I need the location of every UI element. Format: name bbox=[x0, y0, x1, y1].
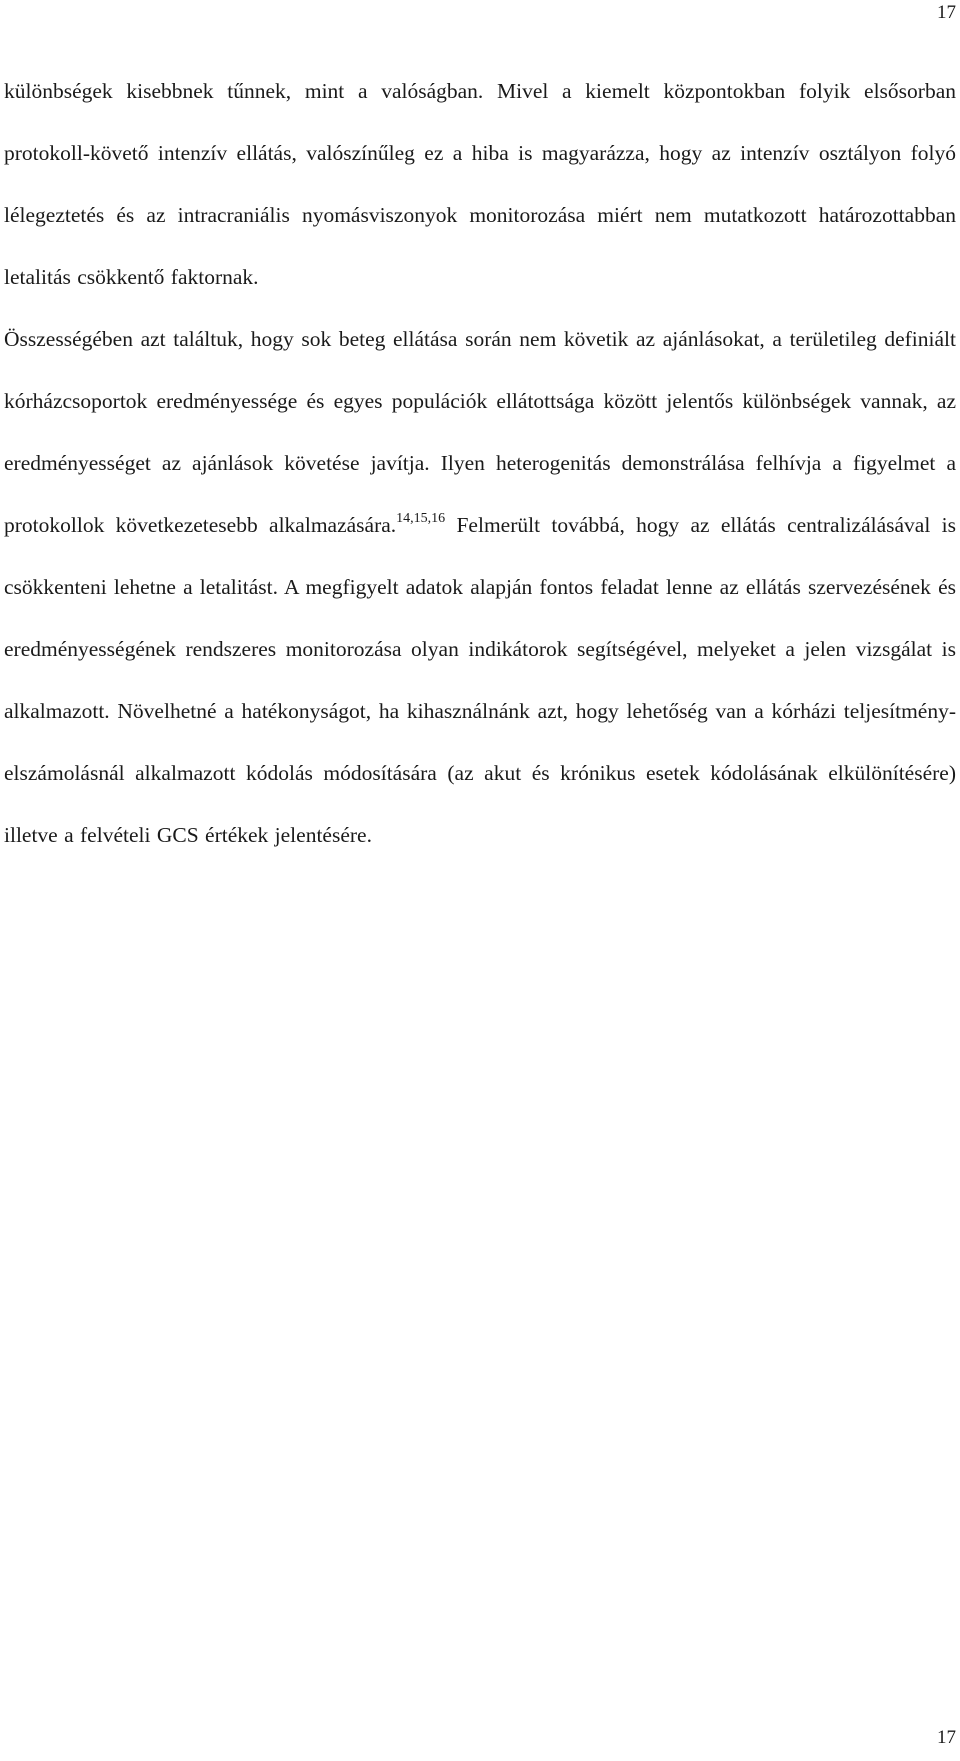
paragraph-2 bbox=[4, 308, 956, 866]
body-text bbox=[4, 60, 956, 866]
citation-superscript: 14,15,16 bbox=[396, 511, 446, 526]
paragraph-2-text-after-citation: Felmerült továbbá, hogy az ellátás centralizálásával is csökkenteni lehetne a letalitást. A megfigyelt adatok alapján fontos feladat lenne az ellátás szervezésének és eredményességének rendszeres monitorozása olyan indikátorok segítségével, melyeket a jelen vizsgálat is alkalmazott. Növelhetné a hatékonyságot, ha kihasználnánk azt, hogy lehetőség van a kórházi teljesítmény-elszámolásnál alkalmazott kódolás módosítására (az akut és krónikus esetek kódolásának elkülönítésére) illetve a felvételi GCS értékek jelentésére. bbox=[4, 513, 956, 847]
page-number-top: 17 bbox=[937, 2, 956, 23]
page-number-bottom: 17 bbox=[937, 1727, 956, 1748]
paragraph-1: különbségek kisebbnek tűnnek, mint a valóságban. Mivel a kiemelt központokban folyik elsősorban protokoll-követő intenzív ellátás, valószínűleg ez a hiba is magyarázza, hogy az intenzív osztályon folyó lélegeztetés és az intracraniális nyomásviszonyok monitorozása miért nem mutatkozott határozottabban letalitás csökkentő faktornak. bbox=[4, 79, 956, 289]
paragraph-2-text-before-citation: Összességében azt találtuk, hogy sok beteg ellátása során nem követik az ajánlásokat, a területileg definiált kórházcsoportok eredményessége és egyes populációk ellátottsága között jelentős különbségek vannak, az eredményességet az ajánlások követése javítja. Ilyen heterogenitás demonstrálása felhívja a figyelmet a protokollok következetesebb alkalmazására. bbox=[4, 327, 956, 537]
